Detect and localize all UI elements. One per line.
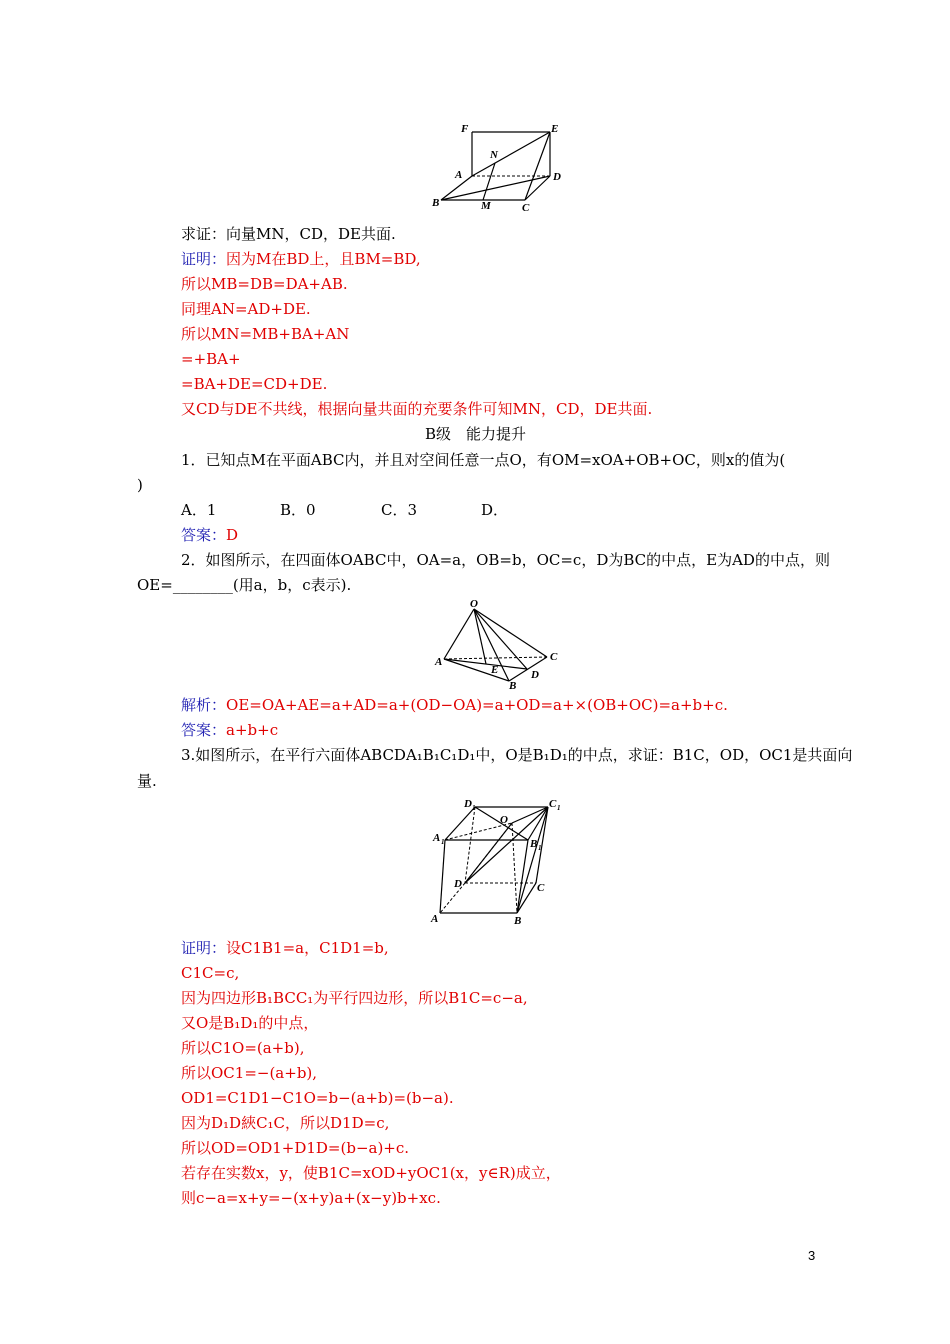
fig2-label-O: O <box>470 598 478 610</box>
q3-text-cont: 量. <box>137 772 157 790</box>
proof1-l2: 所以MB=DB=DA+AB. <box>181 275 348 293</box>
q3-p9: 所以OD=OD1+D1D=(b−a)+c. <box>181 1139 410 1157</box>
fig3-label-O: O <box>500 814 508 826</box>
q1-text-cont: ) <box>137 476 143 494</box>
fig1-label-B: B <box>432 197 440 209</box>
figure-parallelepiped <box>428 795 576 930</box>
q1-answer <box>181 525 238 545</box>
fig1-label-C: C <box>522 202 530 212</box>
fig3-label-A1: A <box>433 832 441 844</box>
q1-option-c: C．3 <box>381 501 418 519</box>
q2-analysis-value: OE=OA+AE=a+AD=a+(OD−OA)=a+OD=a+×(OB+OC)=a+b+c. <box>226 696 728 714</box>
proof1-label: 证明： <box>181 250 227 268</box>
page-number: 3 <box>808 1248 816 1263</box>
q3-p7: OD1=C1D1−C1O=b−(a+b)=(b−a). <box>181 1089 454 1107</box>
q1-option-b: B．0 <box>280 501 316 519</box>
figure-prism <box>425 120 575 212</box>
q2-answer-label: 答案： <box>181 721 227 739</box>
section-title: B级 能力提升 <box>425 425 527 443</box>
fig3-label-B1: B <box>530 838 538 850</box>
fig3-sub-C1: 1 <box>557 804 561 812</box>
proof1-l5: =+BA+ <box>181 350 241 368</box>
proof1-l4: 所以MN=MB+BA+AN <box>181 325 350 343</box>
q3-p3: 因为四边形B₁BCC₁为平行四边形，所以B1C=c−a, <box>181 989 528 1007</box>
q3-proof-line-1 <box>181 938 389 958</box>
q1-answer-label: 答案： <box>181 526 227 544</box>
proof1-l1: 因为M在BD上，且BM=BD, <box>226 250 421 268</box>
fig1-label-D: D <box>553 171 561 183</box>
fig3-label-C1: C <box>549 798 557 810</box>
proof1-l7: 又CD与DE不共线，根据向量共面的充要条件可知MN，CD，DE共面. <box>181 400 653 418</box>
q2-text: 2．如图所示，在四面体OABC中，OA=a，OB=b，OC=c，D为BC的中点，E为AD的中点，则 <box>181 551 830 569</box>
q1-answer-value: D <box>226 526 239 544</box>
fig3-sub-B1: 1 <box>538 844 542 852</box>
q3-text: 3.如图所示，在平行六面体ABCDA₁B₁C₁D₁中，O是B₁D₁的中点，求证：B1C，OD，OC1是共面向 <box>181 746 853 764</box>
q3-p2: C1C=c, <box>181 964 240 982</box>
fig2-label-E: E <box>491 664 499 676</box>
q3-p1: 设C1B1=a，C1D1=b, <box>226 939 389 957</box>
q2-text-cont: OE=________(用a，b，c表示). <box>137 576 352 594</box>
fig2-label-D: D <box>531 669 539 681</box>
q2-answer <box>181 720 278 740</box>
proof1-prompt: 求证：向量MN，CD，DE共面. <box>181 225 396 243</box>
q2-analysis-label: 解析： <box>181 696 227 714</box>
q1-text: 1．已知点M在平面ABC内，并且对空间任意一点O，有OM=xOA+OB+OC，则x的值为( <box>181 451 786 469</box>
fig3-label-A: A <box>431 913 439 925</box>
q3-p11: 则c−a=x+y=−(x+y)a+(x−y)b+xc. <box>181 1189 441 1207</box>
proof1-line-1 <box>181 249 421 269</box>
fig1-label-A: A <box>455 169 463 181</box>
fig2-label-C: C <box>550 651 558 663</box>
fig3-label-D: D <box>454 878 462 890</box>
fig1-label-M: M <box>481 200 491 212</box>
q3-p6: 所以OC1=−(a+b), <box>181 1064 318 1082</box>
q1-option-d: D． <box>481 501 509 519</box>
q3-p4: 又O是B₁D₁的中点， <box>181 1014 319 1032</box>
proof1-l3: 同理AN=AD+DE. <box>181 300 311 318</box>
fig2-label-B: B <box>509 680 517 689</box>
q3-p5: 所以C1O=(a+b), <box>181 1039 305 1057</box>
fig3-sub-A1: 1 <box>441 838 445 846</box>
fig3-label-C: C <box>537 882 545 894</box>
q3-proof-label: 证明： <box>181 939 227 957</box>
q2-analysis <box>181 695 728 715</box>
q3-p10: 若存在实数x，y，使B1C=xOD+yOC1(x，y∈R)成立， <box>181 1164 561 1182</box>
fig1-label-E: E <box>551 123 559 135</box>
fig2-label-A: A <box>435 656 443 668</box>
proof1-l6: =BA+DE=CD+DE. <box>181 375 328 393</box>
q2-answer-value: a+b+c <box>226 721 279 739</box>
q1-option-a: A．1 <box>181 501 217 519</box>
fig3-label-B: B <box>514 915 522 927</box>
fig1-label-F: F <box>461 123 469 135</box>
fig3-sub-D1: 1 <box>472 804 476 812</box>
figure-tetrahedron <box>432 597 572 689</box>
fig3-label-D1: D <box>464 798 472 810</box>
q3-p8: 因为D₁D綊C₁C，所以D1D=c, <box>181 1114 390 1132</box>
fig1-label-N: N <box>490 149 498 161</box>
